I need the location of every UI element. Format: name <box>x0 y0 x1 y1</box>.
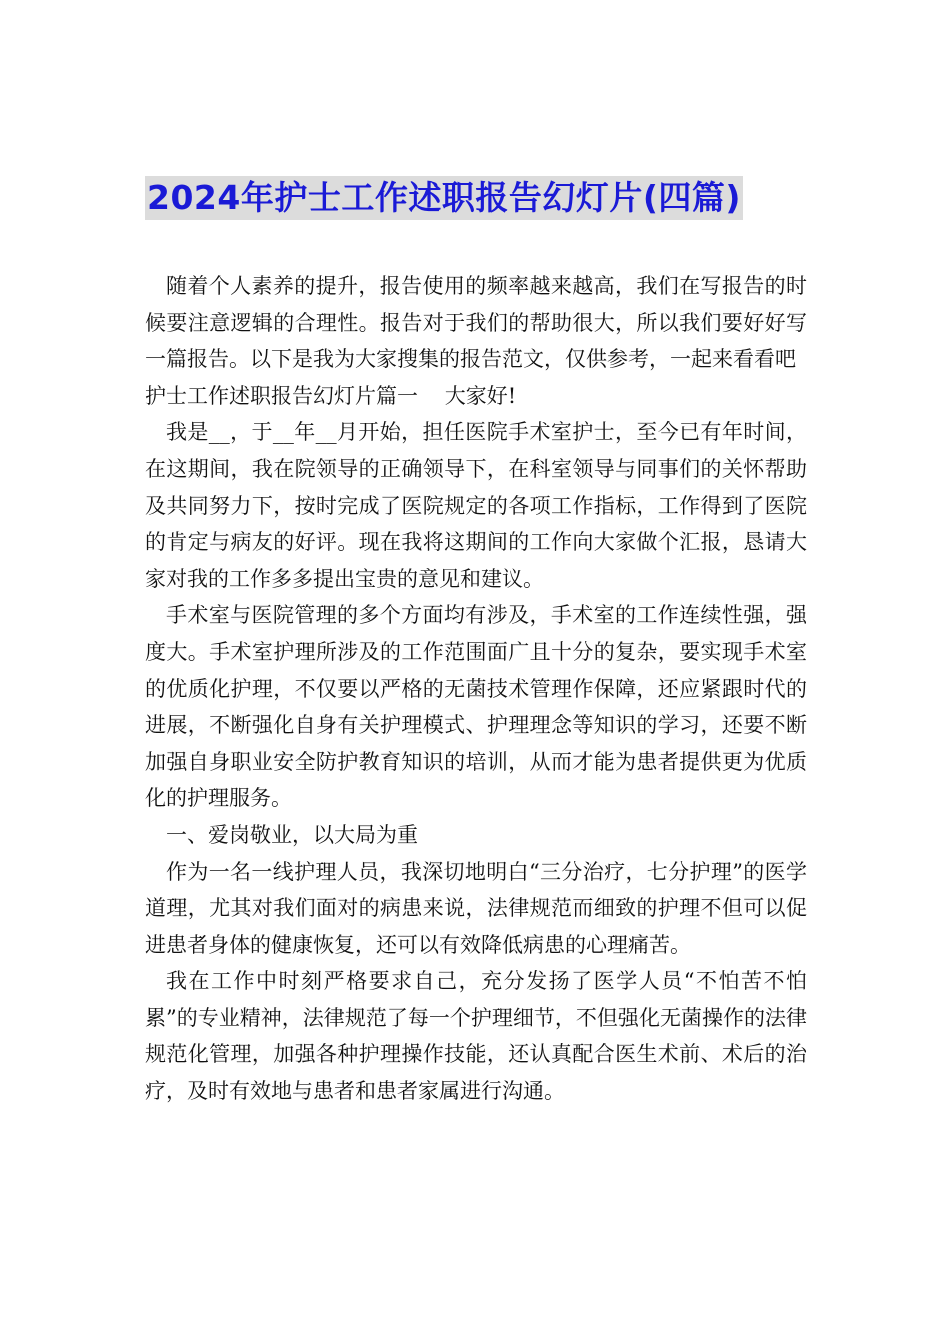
title-container <box>145 176 805 220</box>
paragraph-work-practice: 我在工作中时刻严格要求自己，充分发扬了医学人员“不怕苦不怕累”的专业精神，法律规范了每一个护理细节，不但强化无菌操作的法律规范化管理，加强各种护理操作技能，还认真配合医生术前、术后的治疗，及时有效地与患者和患者家属进行沟通。 <box>145 969 807 1104</box>
paragraph-nursing-principle: 作为一名一线护理人员，我深切地明白“三分治疗，七分护理”的医学道理，尤其对我们面对的病患来说，法律规范而细致的护理不但可以促进患者身体的健康恢复，还可以有效降低病患的心理痛苦。 <box>145 859 807 957</box>
paragraph-intro: 随着个人素养的提升，报告使用的频率越来越高，我们在写报告的时候要注意逻辑的合理性。报告对于我们的帮助很大，所以我们要好好写一篇报告。以下是我为大家搜集的报告范文，仅供参考，一起来看看吧 <box>145 274 807 372</box>
document-body <box>145 268 807 1110</box>
paragraph-section-heading: 护士工作述职报告幻灯片篇一 大家好! <box>145 383 517 408</box>
paragraph-subheading-dedication: 一、爱岗敬业，以大局为重 <box>166 822 418 847</box>
paragraph-self-introduction: 我是__，于__年__月开始，担任医院手术室护士，至今已有年时间，在这期间，我在院领导的正确领导下，在科室领导与同事们的关怀帮助及共同努力下，按时完成了医院规定的各项工作指标，工作得到了医院的肯定与病友的好评。现在我将这期间的工作向大家做个汇报，恳请大家对我的工作多多提出宝贵的意见和建议。 <box>145 420 807 591</box>
page-title: 2024年护士工作述职报告幻灯片(四篇) <box>145 176 743 220</box>
paragraph-operating-room: 手术室与医院管理的多个方面均有涉及，手术室的工作连续性强，强度大。手术室护理所涉及的工作范围面广且十分的复杂，要实现手术室的优质化护理，不仅要以严格的无菌技术管理作保障，还应紧跟时代的进展，不断强化自身有关护理模式、护理理念等知识的学习，还要不断加强自身职业安全防护教育知识的培训，从而才能为患者提供更为优质化的护理服务。 <box>145 603 807 811</box>
